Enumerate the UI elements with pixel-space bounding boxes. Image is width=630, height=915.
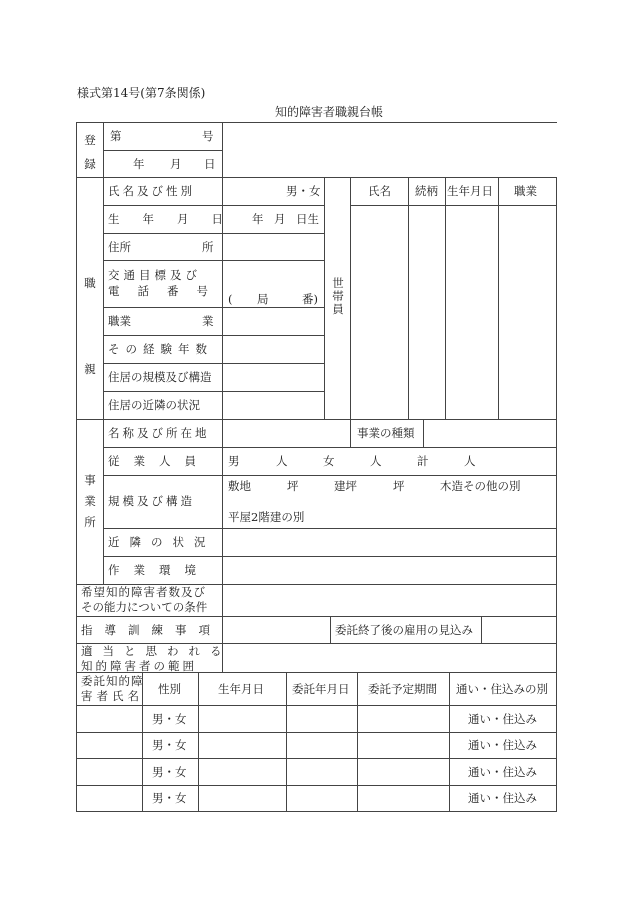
business-neighborhood-label: 近隣の状況	[108, 535, 216, 549]
entrusted-row-1-commute: 通い・住込み	[468, 712, 537, 726]
scale-tsubo-1: 坪	[287, 479, 299, 493]
employees-female: 女	[323, 454, 335, 468]
traffic-label-2: 電話番号	[108, 284, 226, 298]
registration-month: 月	[170, 157, 182, 171]
employees-male: 男	[228, 454, 240, 468]
household-label: 世帯員	[332, 276, 344, 316]
business-type-label: 事業の種類	[357, 426, 415, 440]
suitable-range-label-1: 適当と思われる	[81, 644, 232, 658]
employees-label: 従業人員	[108, 454, 210, 468]
employees-person-1: 人	[276, 454, 288, 468]
training-label: 指導訓練事項	[81, 623, 222, 637]
registration-label: 登録	[84, 133, 96, 171]
form-number: 様式第14号(第7条関係)	[77, 86, 206, 100]
dwelling-structure-label: 住居の規模及び構造	[108, 370, 212, 384]
entrusted-name-header-1: 委託知的障	[81, 674, 144, 688]
phone-exchange: 局	[257, 292, 269, 306]
employees-person-2: 人	[370, 454, 382, 468]
phone-open: (	[228, 292, 233, 306]
entrusted-row-4-sex: 男・女	[152, 791, 187, 805]
suitable-range-label-2: 知的障害者の範囲	[81, 659, 197, 673]
household-col-relation: 続柄	[415, 184, 438, 198]
birth-day: 日生	[296, 212, 319, 226]
desired-count-label-1: 希望知的障害者数及び	[81, 585, 206, 599]
environment-label: 作業環境	[108, 563, 210, 577]
business-label: 事業所	[84, 473, 96, 529]
birth-label: 生年月日	[108, 212, 246, 226]
birth-month: 月	[274, 212, 286, 226]
address-label-2: 所	[202, 240, 214, 254]
entrusted-date-header: 委託年月日	[292, 682, 350, 696]
household-col-occupation: 職業	[514, 184, 537, 198]
entrusted-commute-header: 通い・住込みの別	[456, 682, 548, 696]
entrusted-row-3-sex: 男・女	[152, 765, 187, 779]
registration-year: 年	[133, 157, 145, 171]
entrusted-row-3-commute: 通い・住込み	[468, 765, 537, 779]
registration-day: 日	[204, 157, 216, 171]
employment-prospect-label: 委託終了後の雇用の見込み	[335, 623, 473, 637]
business-name-location-label: 名称及び所在地	[108, 426, 210, 440]
household-col-birth: 生年月日	[447, 184, 493, 198]
scale-floors: 平屋2階建の別	[228, 510, 305, 524]
entrusted-sex-header: 性別	[158, 682, 181, 696]
dwelling-neighborhood-label: 住居の近隣の状況	[108, 398, 200, 412]
sex-value: 男・女	[286, 184, 321, 198]
registration-number-prefix: 第	[110, 129, 122, 143]
scale-building: 建坪	[334, 479, 357, 493]
household-col-name: 氏名	[368, 184, 391, 198]
page-title: 知的障害者職親台帳	[275, 105, 384, 119]
entrusted-row-1-sex: 男・女	[152, 712, 187, 726]
shokuoya-label: 職親	[84, 276, 96, 376]
birth-year: 年	[252, 212, 264, 226]
traffic-label-1: 交通目標及び	[108, 268, 201, 282]
employees-total: 計	[417, 454, 429, 468]
entrusted-row-2-sex: 男・女	[152, 738, 187, 752]
entrusted-name-header-2: 害者氏名	[81, 689, 143, 703]
scale-wooden: 木造その他の別	[440, 479, 521, 493]
entrusted-row-2-commute: 通い・住込み	[468, 738, 537, 752]
entrusted-period-header: 委託予定期間	[368, 682, 437, 696]
registration-number-suffix: 号	[202, 129, 214, 143]
scale-site: 敷地	[228, 479, 251, 493]
address-label: 住所	[108, 240, 131, 254]
entrusted-birth-header: 生年月日	[218, 682, 264, 696]
desired-count-label-2: その能力についての条件	[81, 600, 208, 614]
employees-person-3: 人	[464, 454, 476, 468]
entrusted-row-4-commute: 通い・住込み	[468, 791, 537, 805]
phone-number: 番)	[302, 292, 318, 306]
occupation-label-2: 業	[202, 314, 214, 328]
scale-tsubo-2: 坪	[393, 479, 405, 493]
name-sex-label: 氏名及び性別	[108, 184, 195, 198]
scale-structure-label: 規模及び構造	[108, 494, 195, 508]
experience-label: その経験年数	[108, 342, 213, 356]
occupation-label: 職業	[108, 314, 131, 328]
